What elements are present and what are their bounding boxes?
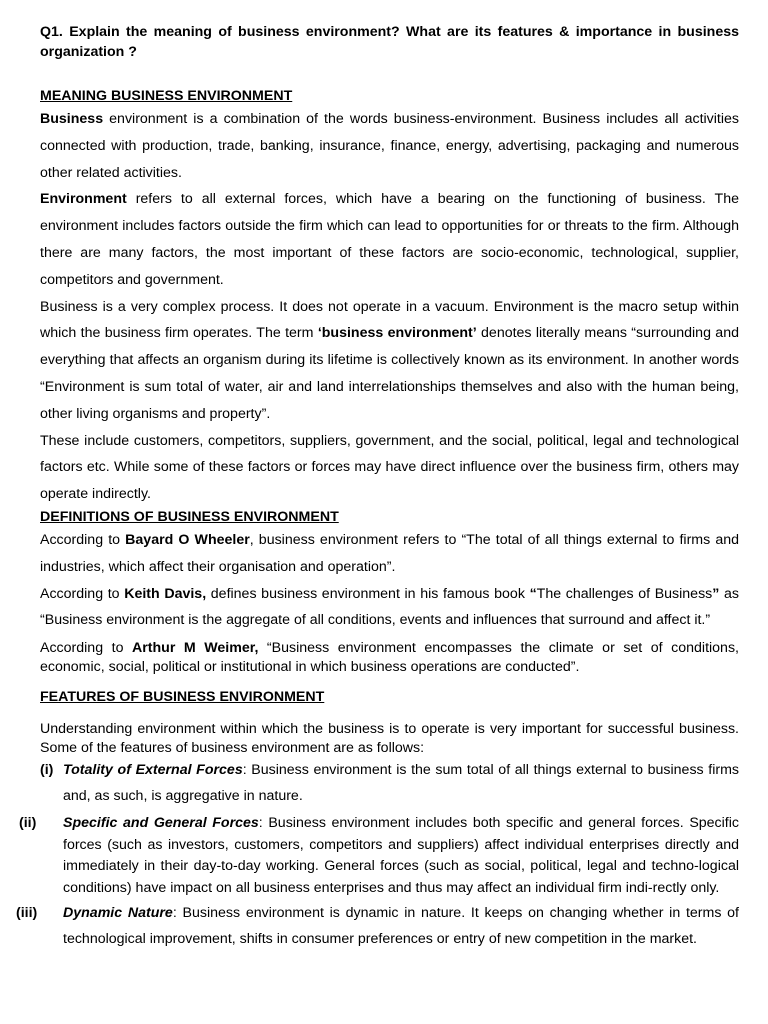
author-davis: Keith Davis, — [124, 585, 207, 602]
features-intro: Understanding environment within which the business is to operate is very important for successful business. Some of the features of business environment are as follows: — [40, 721, 739, 756]
author-wheeler: Bayard O Wheeler — [125, 531, 250, 548]
definitions-heading: DEFINITIONS OF BUSINESS ENVIRONMENT — [40, 508, 339, 525]
term-business-environment: ‘business environment’ — [317, 325, 477, 342]
feature-title: Dynamic Nature — [63, 905, 173, 922]
list-marker: (i) — [40, 762, 54, 779]
definition-wheeler: According to Bayard O Wheeler, business environment refers to “The total of all things external to firms and industries, which affect their organisation and operation”. — [40, 531, 739, 575]
feature-item-3: (iii) Dynamic Nature: Business environment is dynamic in nature. It keeps on changing whether in terms of technological improvement, shifts in consumer preferences or entry of new competition in the market. — [40, 900, 739, 952]
meaning-paragraph-3: Business is a very complex process. It does not operate in a vacuum. Environment is the macro setup within which the business firm operates. The term ‘business environment’ denotes literally means “surrounding and everything that affects an organism during its lifetime is collectively known as its environment. In another words “Environment is sum total of water, air and land interrelationships themselves and also with the human being, other living organisms and property”. — [40, 298, 739, 422]
book-title: The challenges of Business — [536, 585, 713, 602]
question-text: Q1. Explain the meaning of business environment? What are its features & importance in business organization ? — [40, 24, 739, 60]
list-marker: (ii) — [19, 815, 37, 832]
list-marker: (iii) — [16, 905, 38, 922]
term-business: Business — [40, 111, 104, 127]
meaning-paragraph-2: Environment refers to all external forces, which have a bearing on the functioning of business. The environment includes factors outside the firm which can lead to opportunities for or threats to the firm. Although there are many factors, the most important of these factors are socio-economic, technological, supplier, competitors and government. — [40, 191, 739, 288]
features-heading: FEATURES OF BUSINESS ENVIRONMENT — [40, 689, 325, 706]
question-heading — [40, 22, 739, 62]
author-weimer: Arthur M Weimer, — [132, 640, 259, 657]
meaning-paragraph-4: These include customers, competitors, suppliers, government, and the social, political, legal and technological factors etc. While some of these factors or forces may have direct influence over the business firm, others may operate indirectly. — [40, 432, 739, 503]
feature-title: Totality of External Forces — [63, 762, 243, 779]
feature-title: Specific and General Forces — [63, 815, 259, 832]
definition-weimer: According to Arthur M Weimer, “Business environment encompasses the climate or set of conditions, economic, social, political or institutional in which business operations are conducted”. — [40, 640, 739, 675]
feature-item-2: (ii) Specific and General Forces: Business environment includes both specific and general forces. Specific forces (such as investors, customers, competitors and suppliers) affect individual enterprises directly and immediately in their day-to-day working. General forces (such as social, political, legal and techno-logical conditions) have impact on all business enterprises and thus may affect an individual firm indi-rectly only. — [19, 815, 739, 896]
feature-item-1: (i) Totality of External Forces: Business environment is the sum total of all things external to business firms and, as such, is aggregative in nature. — [40, 757, 739, 809]
definition-davis: According to Keith Davis, defines business environment in his famous book “The challenges of Business” as “Business environment is the aggregate of all conditions, events and influences that surround and affect it.” — [40, 585, 739, 629]
meaning-heading: MEANING BUSINESS ENVIRONMENT — [40, 88, 293, 104]
term-environment: Environment — [40, 191, 127, 208]
document-page — [16, 22, 739, 952]
meaning-paragraph-1: Business environment is a combination of the words business-environment. Business includes all activities connected with production, trade, banking, insurance, finance, energy, advertising, packaging and numerous other related activities. — [40, 111, 739, 181]
